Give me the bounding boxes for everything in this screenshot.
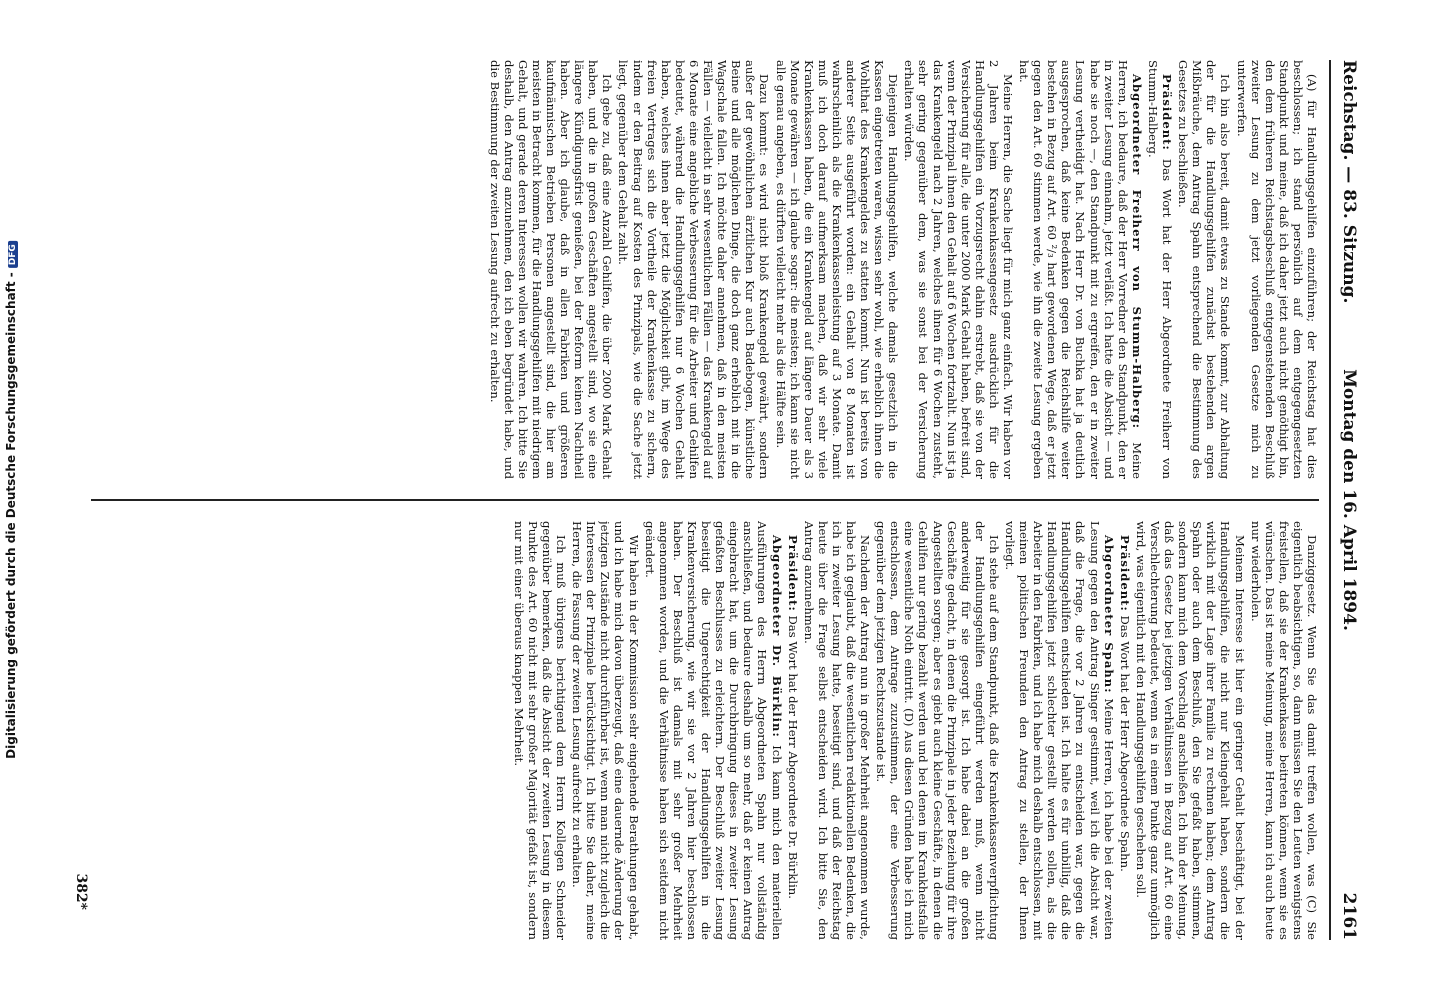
text-paragraph — [773, 60, 900, 479]
header-page-number: 2161 — [1339, 892, 1359, 940]
speech-paragraph — [1118, 521, 1132, 940]
dfg-logo: DFG — [8, 241, 18, 268]
paragraph-text: Nachdem der Antrag nun in großer Mehrheit angenommen wurde, habe ich geglaubt, daß die wesentlichen redaktionellen Bedenken, die ich in zweiter Lesung hatte, beseitigt sind, und daß der Reichstag heute über die Frage selbst entscheiden wird. Ich bitte Sie, den Antrag anzunehmen. — [801, 521, 873, 940]
speech-paragraph — [1146, 60, 1174, 479]
text-paragraph — [1134, 521, 1247, 940]
text-columns — [91, 60, 1319, 940]
text-paragraph — [1234, 60, 1319, 479]
header-date: Montag den 16. April 1894. — [1339, 369, 1359, 631]
text-paragraph — [488, 60, 615, 479]
paragraph-text: Meine Herren, ich bedaure, daß der Herr Vorredner den Standpunkt, den er in zweiter Lesung einnahm, jetzt verläßt. Ich hatte die Absicht — und habe sie noch —, den Standpunkt mit zu ergreifen, den er in zweiter Lesung vertheidigt hat. Nach Herr Dr. von Buchka hat ja deutlich ausgesprochen, daß keine Bedenken gegen die Reichshilfe weiter bestehen in Bezug auf Art. 60 ²/₃ hart gewordenen Wege, daß er jetzt gegen den Art. 60 stimmen werde, wie ihn die zweite Lesung ergeben hat. — [1017, 60, 1144, 479]
digitization-credit — [4, 241, 18, 759]
text-paragraph — [1249, 521, 1319, 940]
credit-text: Digitalisierung gefördert durch die Deutsche Forschungsgemeinschaft - — [4, 272, 18, 759]
text-paragraph — [570, 521, 640, 940]
speaker-name: Abgeordneter Spahn: — [1101, 535, 1116, 694]
text-paragraph — [616, 60, 771, 479]
column-divider — [91, 499, 1319, 501]
paragraph-text: Meinem Interesse ist hier ein geringer Gehalt beschäftigt, bei der Handlungsgehilfen, die nicht nur Kleingehalt haben, sondern die wirklich mit der Lage ihrer Familie zu rechnen haben; dem Antrag Spahn oder auch dem Beschluß, den Sie gefaßt haben, stimmen, sondern kann mich dem Vorschlag anschließen. Ich bin der Meinung, daß das Gesetz bei jetzigen Verhältnissen in Bezug auf Art. 60 eine Verschlechterung bedeutet, wenn es in einem Punkte ganz unmöglich wird, was eigentlich mit den Handlungsgehilfen geschehen soll. — [1133, 521, 1247, 940]
paragraph-text: Ich kann mich den materiellen Ausführungen des Herrn Abgeordneten Spahn nur vollständig anschließen, und bedaure deshalb um so mehr, daß er keinen Antrag eingebracht hat, um die Durchbringung dieses in zweiter Lesung gefaßten Beschlusses zu erleichtern. Der Beschluß zweiter Lesung beseitigt die Ungerechtigkeit der Handlungsgehilfen in die Krankenversicherung, wie wir sie vor 2 Jahren hier beschlossen haben. Der Beschluß ist damals mit sehr großer Mehrheit angenommen worden, und die Verhältnisse haben sich seitdem nicht geändert. — [642, 521, 784, 940]
paragraph-text: Wir haben in der Kommission sehr eingehende Berathungen gehabt, und ich habe mich davon überzeugt, daß eine dauernde Änderung der jetzigen Zustände nicht durchführbar ist, wenn man nicht zugleich die Interessen der Prinzipale berücksichtigt. Ich bitte Sie daher, meine Herren, die Fassung der zweiten Lesung aufrecht zu erhalten. — [570, 521, 641, 940]
paragraph-text: Ich bin also bereit, damit etwas zu Stande kommt, zur Abhaltung der für die Handlungsgehilfen zunächst bestehenden argen Mißbräuche, dem Antrag Spahn entsprechend die Bestimmung des Gesetzes zu beschließen. — [1176, 60, 1233, 479]
speaker-name: Abgeordneter Dr. Bürklin: — [769, 535, 784, 738]
speaker-name: Präsident: — [1117, 535, 1132, 612]
speech-paragraph — [786, 521, 800, 940]
paragraph-text: Meine Herren, ich habe bei der zweiten Lesung gegen den Antrag Singer gestimmt, weil ich die Absicht war, daß die Frage, die vor 2 Jahren zu entscheiden war, gegen die Handlungsgehilfen entschieden ist. Ich halte es für unbillig, daß die Handlungsgehilfen jetzt schlechter gestellt werden sollen, als die Arbeiter in den Fabriken, und ich habe mich deshalb entschlossen, mit meinen politischen Freunden den Antrag zu stellen, der Ihnen vorliegt. — [1003, 521, 1116, 940]
paragraph-text: (A) für Handlungsgehilfen einzuführen; der Reichstag hat dies beschlossen; ich stand persönlich auf dem entgegengesetzten Standpunkt und meine, daß ich daher jetzt auch nicht genöthigt bin, den dem früheren Reichstagsbeschluß entgegenstehenden Beschluß zweiter Lesung zu dem jetzt vorliegenden Gesetze mich zu unterwerfen. — [1234, 60, 1319, 479]
page-header — [1333, 60, 1363, 940]
text-paragraph — [802, 521, 872, 940]
text-paragraph — [874, 521, 1001, 940]
left-column — [91, 60, 1319, 479]
speech-paragraph — [643, 521, 784, 940]
paragraph-text: Das Wort hat der Herr Abgeordnete Dr. Bürklin. — [785, 615, 800, 899]
paragraph-text: Diejenigen Handlungsgehilfen, welche damals gesetzlich in die Kassen eingetreten waren, wissen sehr wohl, wie erheblich ihnen die Wohlthat des Krankengeldes zu statten kommt. Nun ist bereits von anderer Seite ausgeführt worden: ein Gehalt von 8 Monaten ist wahrscheinlich als die Krankenkassenleistung auf 3 Monate. Damit muß ich doch darauf aufmerksam machen, daß wir sehr viele Krankenkassen haben, die ein Krankengeld auf längere Dauer als 3 Monate gewähren — ich glaube sogar: die meisten; ich kann sie nicht alle genau angeben, es dürften vielleicht mehr als die Hälfte sein. — [773, 60, 901, 479]
text-paragraph — [512, 521, 568, 940]
paragraph-text: Ich muß übrigens berichtigend dem Herrn Kollegen Schneider gegenüber bemerken, daß die Absicht der zweiten Lesung in diesem Punkte des Art. 60 nicht mit sehr großer Majorität gefaßt ist, sondern nur mit einer überaus knappen Mehrheit. — [511, 521, 569, 940]
paragraph-text: Danziggesetz. Wenn Sie das damit treffen wollen, was (C) Sie eigentlich beabsichtigen, so, dann müssen Sie den Leuten wenigstens freistellen, daß sie der Krankenkasse beitreten können, wenn sie es wünschen. Das ist meine Meinung, meine Herren, kann ich auch heute nur wiederholen. — [1248, 521, 1319, 940]
paragraph-text: Ich gebe zu, daß eine Anzahl Gehilfen, die über 2000 Mark Gehalt haben, und die in großen Geschäften angestellt sind, wo sie eine längere Kündigungsfrist genießen, bei der Reform keinen Nachtheil haben. Aber ich glaube, daß in allen Fabriken und größeren kaufmännischen Betrieben Personen angestellt sind, die hier am meisten in Betracht kommen, für die Handlungsgehilfen mit niedrigem Gehalt, und gerade deren Interessen wollen wir wahren. Ich bitte Sie deshalb, den Antrag anzunehmen, den ich eben begründet habe, und die Bestimmung der zweiten Lesung aufrecht zu erhalten. — [487, 60, 615, 479]
speaker-name: Abgeordneter Freiherr von Stumm-Halberg: — [1129, 74, 1144, 430]
paragraph-text: Das Wort hat der Herr Abgeordnete Freiherr von Stumm-Halberg. — [1145, 60, 1175, 479]
speaker-name: Präsident: — [1160, 74, 1175, 151]
paragraph-text: Das Wort hat der Herr Abgeordnete Spahn. — [1117, 615, 1132, 872]
paragraph-text: Dazu kommt: es wird nicht bloß Krankengeld gewährt, sondern außer der gewöhnlichen ärztlichen Kur auch Badebogen, künstliche Beine und alle möglichen Dinge, die doch ganz erheblich mit in die Wagschale fallen. Ich möchte daher annehmen, daß in den meisten Fällen — vielleicht in sehr wesentlichen Fällen — das Krankengeld auf 6 Monate eine angebliche Verbesserung für die Arbeiter und Gehilfen bedeutet, während die Handlungsgehilfen nur 6 Wochen Gehalt haben, welches ihnen aber jetzt die Möglichkeit gibt, im Wege des freien Vertrages sich die Vortheile der Krankenkasse zu sichern, indem er den Beitrag auf Kosten des Prinzipals, wie die Sache jetzt liegt, gegenüber dem Gehalt zahlt. — [616, 60, 772, 479]
page-mark: 382* — [73, 873, 89, 910]
speaker-name: Präsident: — [785, 535, 800, 612]
digitization-credit-strip — [0, 0, 22, 1000]
header-rule — [1329, 60, 1331, 940]
text-paragraph — [1176, 60, 1232, 479]
rotated-page-content — [51, 20, 1381, 980]
right-column — [91, 521, 1319, 940]
text-paragraph — [902, 60, 1015, 479]
paragraph-text: Ich stehe auf dem Standpunkt, daß die Krankenkassenverpflichtung der Handlungsgehilfen eingeführt werden muß, wenn nicht anderweitig für sie gesorgt ist. Ich habe dabei an die großen Geschäfte gedacht, in denen die Prinzipale in jeder Beziehung für ihre Angestellten sorgen; aber es giebt auch kleine Geschäfte, in denen die Gehilfen nur gering bezahlt werden und bei denen im Krankheitsfalle eine wesentliche Noth eintritt. (D) Aus diesen Gründen habe ich mich entschlossen, dem Antrage zuzustimmen, der eine Verbesserung gegenüber dem jetzigen Rechtszustande ist. — [874, 521, 1001, 940]
speech-paragraph — [1017, 60, 1144, 479]
paragraph-text: Meine Herren, die Sache liegt für mich ganz einfach. Wir haben vor 2 Jahren beim Krankenkassengesetz ausdrücklich für die Handlungsgehilfen ein Vorzugsrecht dahin erstrebt, daß sie von der Versicherung für alle, die unter 2000 Mark Gehalt haben, befreit sind, wenn der Prinzipal ihnen den Gehalt auf 6 Wochen fortzahlt. Nun ist ja das Krankengeld nach 2 Jahren, welches ihnen für 6 Wochen zusteht, sehr gering gegenüber dem, was sie sonst bei der Versicherung erhalten würden. — [902, 60, 1016, 479]
speech-paragraph — [1003, 521, 1116, 940]
header-session: Reichstag. — 83. Sitzung. — [1339, 60, 1359, 304]
